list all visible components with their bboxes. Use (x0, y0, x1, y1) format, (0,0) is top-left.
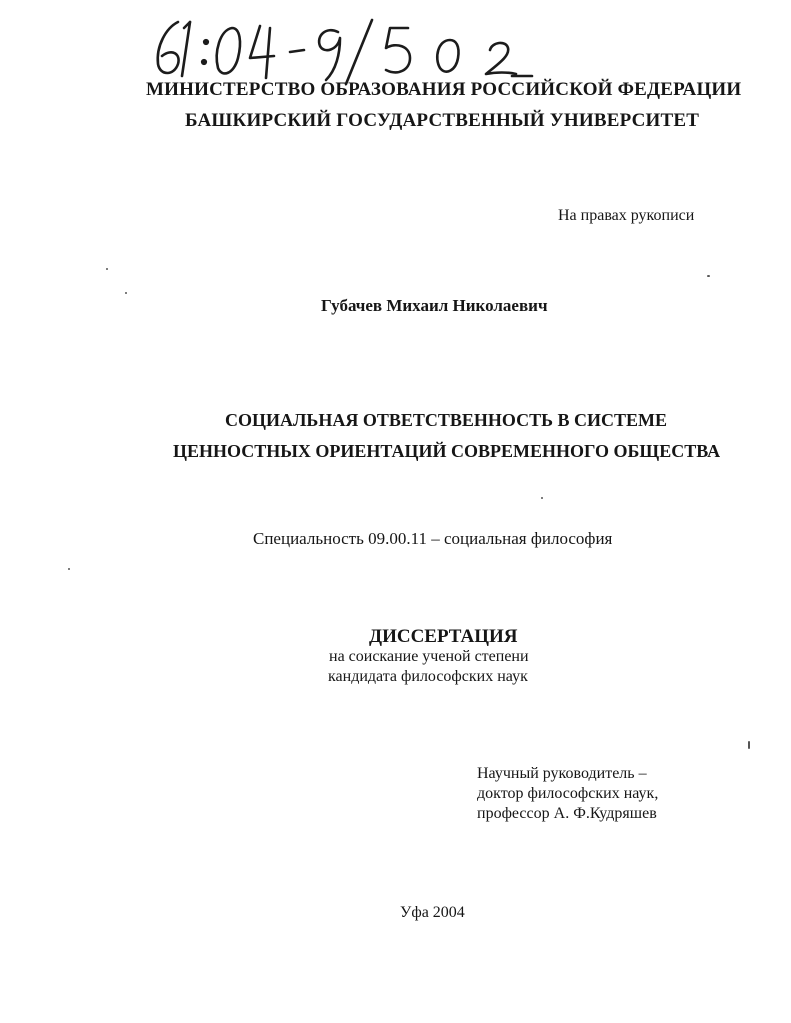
degree-line-1: на соискание ученой степени (329, 648, 529, 665)
scan-speck (106, 268, 108, 270)
advisor-line-2: доктор философских наук, (477, 785, 659, 802)
dissertation-title-line-2: ЦЕННОСТНЫХ ОРИЕНТАЦИЙ СОВРЕМЕННОГО ОБЩЕСТВА (173, 441, 721, 461)
advisor-line-1: Научный руководитель – (477, 765, 647, 782)
scan-speck (125, 292, 127, 294)
university-heading: БАШКИРСКИЙ ГОСУДАРСТВЕННЫЙ УНИВЕРСИТЕТ (185, 110, 700, 131)
specialty-line: Специальность 09.00.11 – социальная философия (253, 529, 613, 548)
dissertation-heading: ДИССЕРТАЦИЯ (369, 626, 518, 647)
ministry-heading: МИНИСТЕРСТВО ОБРАЗОВАНИЯ РОССИЙСКОЙ ФЕДЕРАЦИИ (146, 79, 742, 100)
dissertation-title-line-1: СОЦИАЛЬНАЯ ОТВЕТСТВЕННОСТЬ В СИСТЕМЕ (225, 410, 667, 430)
author-name: Губачев Михаил Николаевич (321, 296, 548, 315)
city-year: Уфа 2004 (400, 904, 465, 921)
scan-speck (748, 741, 750, 749)
scan-speck (707, 275, 710, 277)
degree-line-2: кандидата философских наук (328, 668, 528, 685)
manuscript-rights-note: На правах рукописи (558, 207, 695, 224)
handwritten-archive-number (140, 6, 540, 86)
advisor-line-3: профессор А. Ф.Кудряшев (477, 805, 657, 822)
scan-speck (541, 497, 543, 499)
scan-speck (68, 568, 70, 570)
